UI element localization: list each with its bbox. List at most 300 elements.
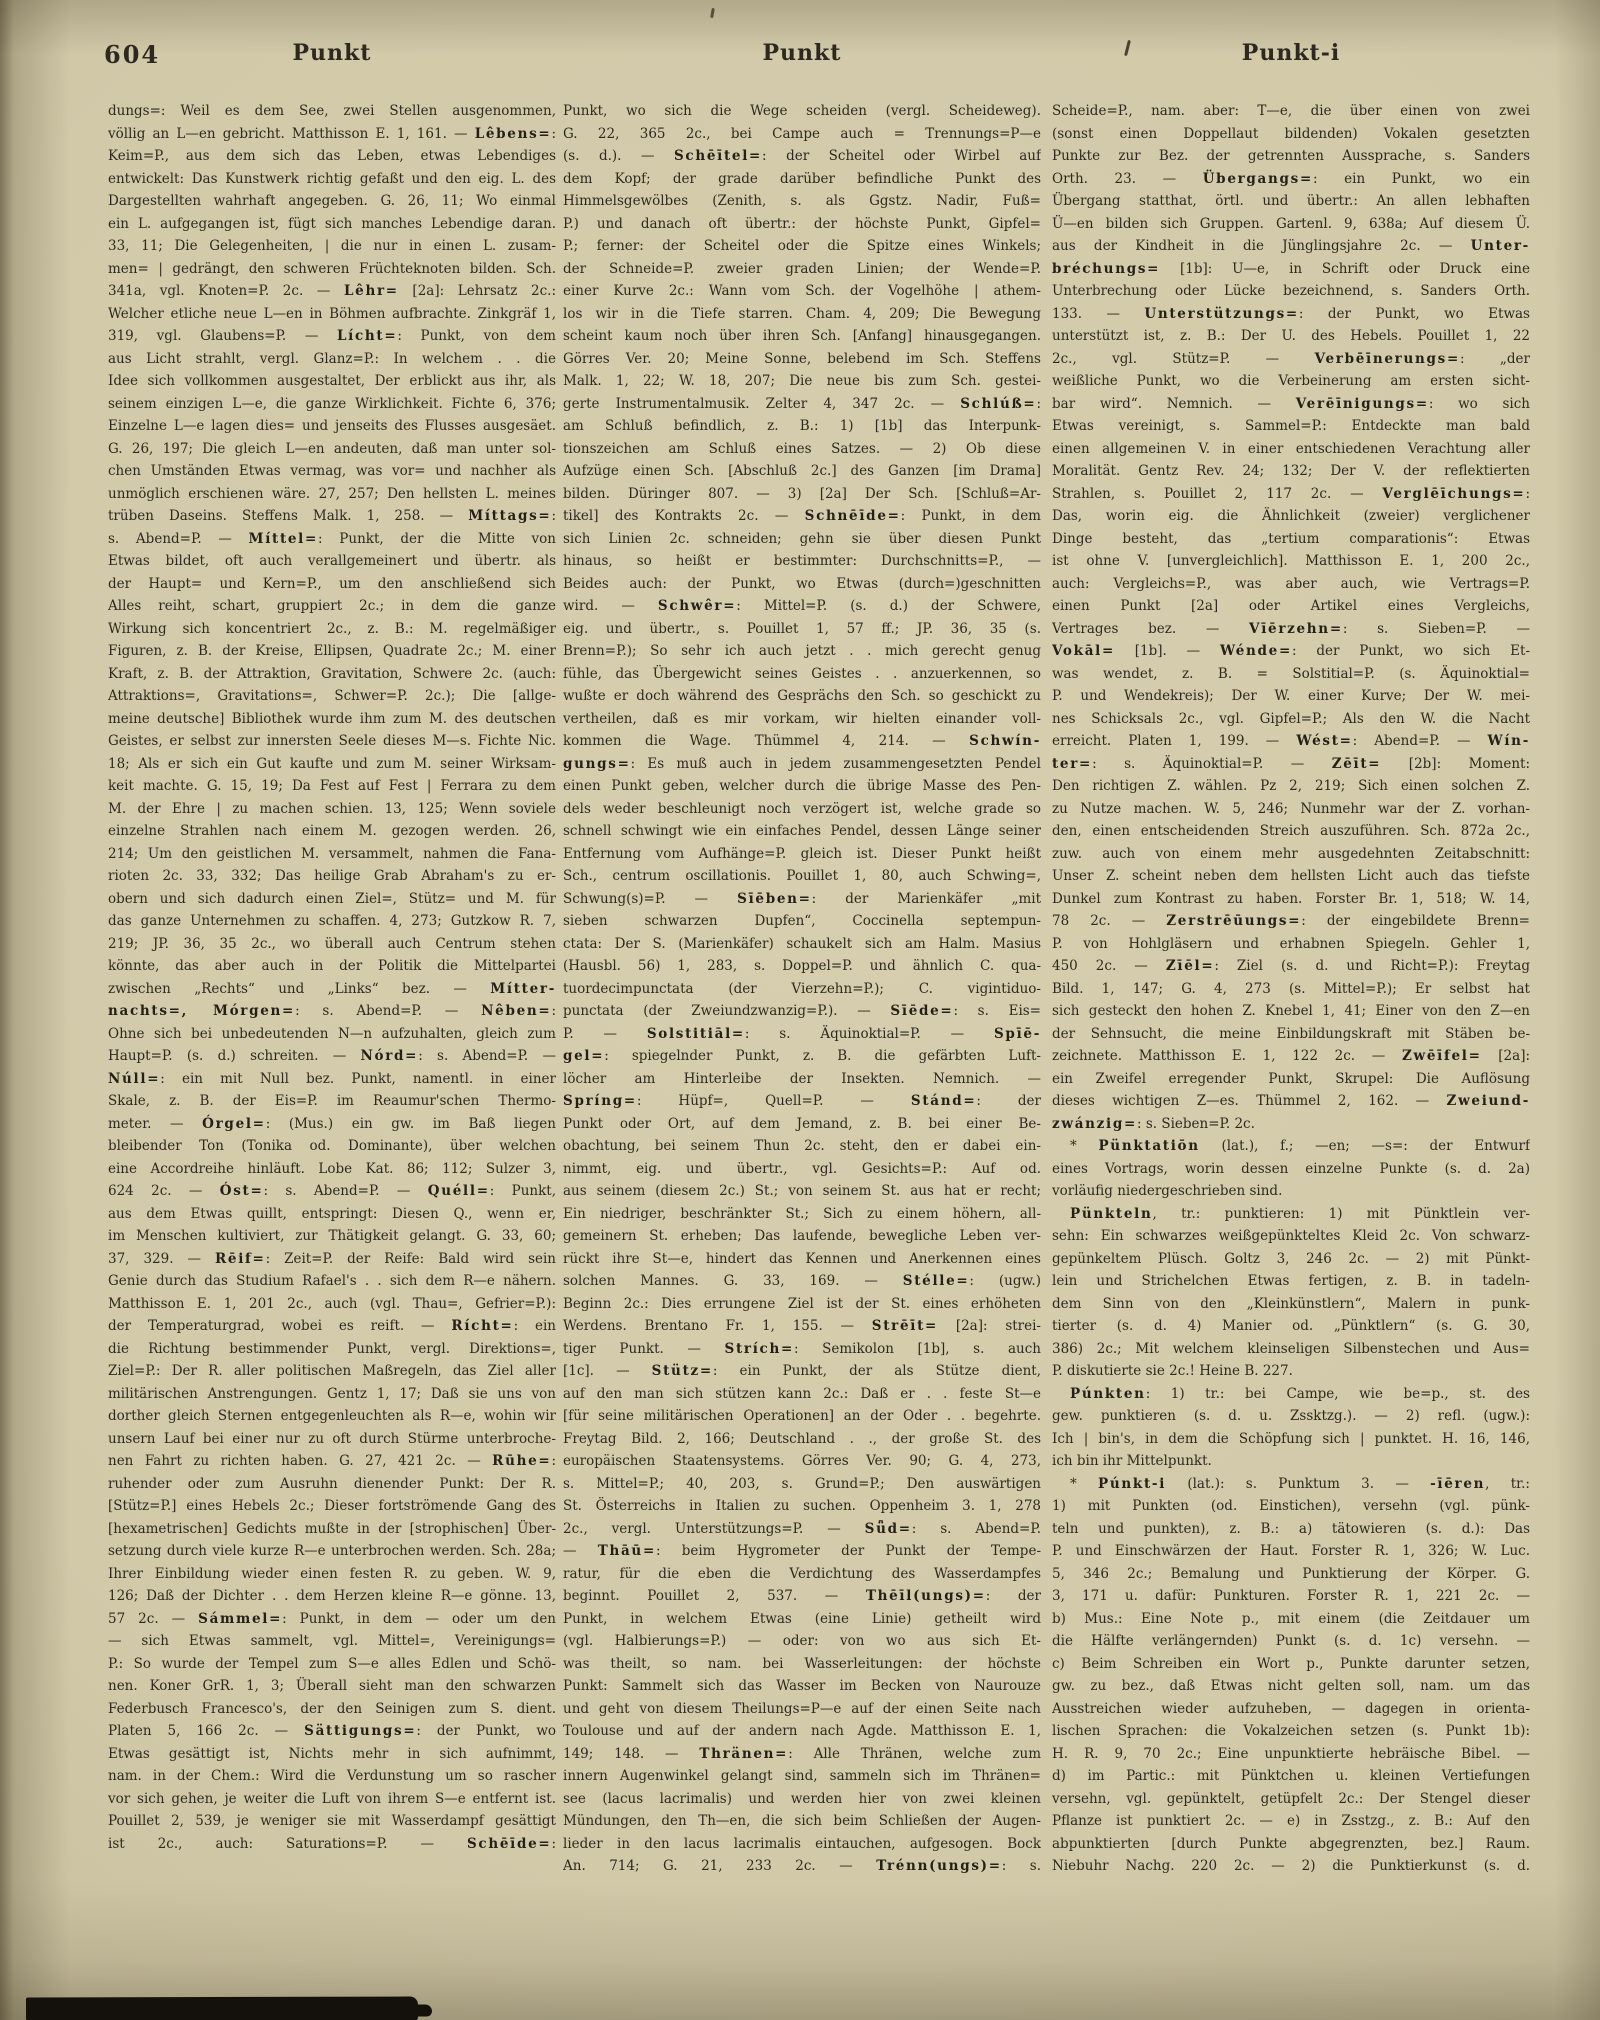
text-line: s. Mittel=P.; 40, 203, s. Grund=P.; Den auswärtigen: [563, 1475, 1041, 1492]
text-line: Haupt=P. (s. d.) schreiten. — Nórd=: s. Abend=P. —: [108, 1048, 556, 1064]
headword-emphasis: Óst=: [219, 1183, 264, 1199]
text-line: rückt ihre St—e, hindert das Kennen und Anerkennen eines: [563, 1250, 1041, 1267]
headword-emphasis: Pünkteln: [1070, 1205, 1153, 1222]
text-line: 450 2c. — Zīēl=: Ziel (s. d. und Richt=P.): Freytag: [1052, 958, 1530, 974]
headword-emphasis: Solstitiāl=: [646, 1025, 745, 1042]
text-line: * Pünktatiōn (lat.), f.; —en; —s=: der Entwurf: [1070, 1138, 1530, 1154]
text-line: 37, 329. — Rēif=: Zeit=P. der Reife: Bald wird sein: [108, 1250, 556, 1267]
text-line: tiger Punkt. — Strích=: Semikolon [1b], s. auch: [563, 1340, 1041, 1357]
text-line: 2c., vergl. Unterstützungs=P. — Sǖd=: s. Abend=P.: [563, 1520, 1041, 1537]
text-line: Görres Ver. 20; Meine Sonne, belebend im Sch. Steffens: [563, 350, 1041, 367]
text-line: * Púnkt-i (lat.): s. Punktum 3. — -īēren, tr.:: [1070, 1475, 1530, 1492]
text-line: Núll=: ein mit Null bez. Punkt, namentl. in einer: [108, 1070, 556, 1087]
text-line: einen allgemeinen V. in einer entschiedenen Verachtung aller: [1052, 440, 1530, 457]
page-number: 604: [104, 40, 161, 69]
text-column-1: [108, 100, 556, 1855]
headword-emphasis: Lêbens=: [474, 125, 552, 142]
headword-emphasis: Sīēde=: [890, 1003, 954, 1019]
text-line: innern Augenwinkel gelangt sind, sammeln sich im Thränen=: [563, 1768, 1041, 1784]
text-line: Den richtigen Z. wählen. Pz 2, 219; Sich einen solchen Z.: [1052, 778, 1530, 794]
text-line: tuordecimpunctata (der Vierzehn=P.); C. vigintiduo-: [563, 980, 1041, 997]
text-line: bilden. Düringer 807. — 3) [2a] Der Sch. [Schluß=Ar-: [563, 485, 1041, 502]
text-line: Federbusch Francesco's, der den Seinigen zum S. dient.: [108, 1700, 556, 1717]
text-line: St. Österreichs in Italien zu suchen. Oppenheim 3. 1, 278: [563, 1498, 1041, 1514]
text-line: ein L. aufgegangen ist, fügt sich manches Lebendige daran.: [108, 215, 556, 232]
text-line: unmöglich erschienen wäre. 27, 257; Den hellsten L. meines: [108, 485, 556, 502]
headword-emphasis: Órgel=: [202, 1115, 266, 1132]
text-line: Ihrer Einbildung wieder einen festen R. zu geben. W. 9,: [108, 1565, 556, 1582]
text-line: M. der Ehre | zu machen schien. 13, 125; Wenn soviele: [108, 800, 556, 817]
headword-emphasis: Schlúß=: [960, 395, 1037, 412]
headword-emphasis: Strích=: [724, 1340, 794, 1357]
headword-emphasis: Quéll=: [427, 1183, 490, 1199]
text-line: Ü—en bilden sich Gruppen. Gartenl. 9, 638a; Auf diesem Ü.: [1052, 215, 1530, 232]
text-line: aus Licht strahlt, vergl. Glanz=P.: In welchem . . die: [108, 350, 556, 367]
text-line: dem Sinn von den „Kleinkünstlern“, Malern in punk-: [1052, 1295, 1530, 1312]
text-line: Orth. 23. — Übergangs=: ein Punkt, wo ein: [1052, 170, 1530, 187]
text-line: eig. und übertr., s. Pouillet 1, 57 ff.; JP. 36, 35 (s.: [563, 620, 1041, 637]
text-line: 214; Um den geistlichen M. versammelt, nahmen die Fana-: [108, 845, 556, 862]
text-line: zu Nutze machen. W. 5, 246; Nunmehr war der Z. vorhan-: [1052, 800, 1530, 817]
text-line: bréchungs= [1b]: U—e, in Schrift oder Druck eine: [1052, 260, 1530, 277]
text-line: 219; JP. 36, 35 2c., wo überall auch Centrum stehen: [108, 935, 556, 952]
text-line: punctata (der Zweiundzwanzig=P.). — Sīēde=: s. Eis=: [563, 1003, 1041, 1019]
text-line: Ausstreichen wieder aufzuheben, — dagegen in orienta-: [1052, 1700, 1530, 1717]
headword-emphasis: ter=: [1052, 755, 1093, 772]
text-line: am Schluß befindlich, z. B.: 1) [1b] das Interpunk-: [563, 418, 1041, 434]
text-line: 2c., vgl. Stütz=P. — Verbēīnerungs=: „der: [1052, 350, 1530, 367]
text-line: der Sehnsucht, die meine Einbildungskraft mit Stäben be-: [1052, 1025, 1530, 1042]
text-line: weißliche Punkt, wo die Verbeinerung am ersten sicht-: [1052, 373, 1530, 389]
text-line: H. R. 9, 70 2c.; Eine unpunktierte hebräische Bibel. —: [1052, 1745, 1530, 1762]
text-line: (s. d.). — Schēītel=: der Scheitel oder Wirbel auf: [563, 148, 1041, 164]
headword-emphasis: Stélle=: [902, 1273, 970, 1289]
headword-emphasis: Sǖd=: [864, 1520, 912, 1537]
text-line: gw. zu bez., daß Etwas nicht gelten soll, nam. um das: [1052, 1678, 1530, 1694]
headword-emphasis: Pünktatiōn: [1098, 1138, 1200, 1154]
text-line: gemeinern St. erheben; Das laufende, bewegliche Leben ver-: [563, 1228, 1041, 1244]
text-line: im Menschen kultiviert, zur Thätigkeit gelangt. G. 33, 60;: [108, 1228, 556, 1244]
text-line: Pouillet 2, 539, je weniger sie mit Wasserdampf gesättigt: [108, 1813, 556, 1829]
text-line: die Richtung bestimmender Punkt, vergl. Direktions=,: [108, 1340, 556, 1357]
scan-artifact: [26, 1996, 418, 2020]
text-line: teln und punkten), z. B.: a) tätowieren (s. d.): Das: [1052, 1520, 1530, 1537]
text-line: Freytag Bild. 2, 166; Deutschland . ., der große St. des: [563, 1430, 1041, 1447]
text-line: der Haupt= und Kern=P., um den anschließend sich: [108, 575, 556, 592]
text-line: wußte er doch während des Gesprächs den Sch. so geschickt zu: [563, 688, 1041, 704]
headword-emphasis: Sīēben=: [737, 890, 812, 907]
text-line: Beginn 2c.: Dies errungene Ziel ist der St. eines erhöheten: [563, 1295, 1041, 1312]
headword-emphasis: Wénde=: [1219, 643, 1292, 659]
text-line: Attraktions=, Gravitations=, Schwer=P. 2c.); Die [allge-: [108, 688, 556, 704]
text-line: lein und Strichelchen Etwas fertigen, z. B. in tadeln-: [1052, 1273, 1530, 1289]
text-line: Einzelne L—e lagen dies= und jenseits des Flusses ausgesäet.: [108, 418, 556, 434]
headword-emphasis: Vīērzehn=: [1249, 620, 1343, 637]
headword-emphasis: Verēīnigungs=: [1295, 395, 1429, 412]
text-line: gungs=: Es muß auch in jedem zusammengesetzten Pendel: [563, 755, 1041, 772]
text-line: trüben Daseins. Steffens Malk. 1, 258. — Míttags=:: [108, 508, 556, 524]
text-line: ruhender oder zum Ausruhn dienender Punkt: Der R.: [108, 1475, 556, 1492]
text-line: 319, vgl. Glaubens=P. — Lícht=: Punkt, von dem: [108, 328, 556, 344]
headword-emphasis: Púnkten: [1070, 1385, 1146, 1402]
text-line: nes Schicksals 2c., vgl. Gipfel=P.; Als den W. die Nacht: [1052, 710, 1530, 727]
text-line: Sch., centrum oscillationis. Pouillet 1, 80, auch Schwing=,: [563, 868, 1041, 884]
text-line: dungs=: Weil es dem See, zwei Stellen ausgenommen,: [108, 103, 556, 119]
text-line: gepünkeltem Plüsch. Goltz 3, 246 2c. — 2) mit Pünkt-: [1052, 1250, 1530, 1267]
text-line: sehn: Ein schwarzes weißgepünkteltes Kleid 2c. Von schwarz-: [1052, 1228, 1530, 1244]
scan-speck: [710, 8, 715, 18]
text-line: 624 2c. — Óst=: s. Abend=P. — Quéll=: Punkt,: [108, 1183, 556, 1199]
text-line: Vertrages bez. — Vīērzehn=: s. Sieben=P. —: [1052, 620, 1530, 637]
text-line: Werdens. Brentano Fr. 1, 155. — Strēīt= [2a]: strei-: [563, 1318, 1041, 1334]
text-line: vorläufig niedergeschrieben sind.: [1052, 1183, 1283, 1199]
text-line: unterstützt ist, z. B.: Der U. des Hebels. Pouillet 1, 22: [1052, 328, 1530, 344]
headword-emphasis: Nórd=: [360, 1048, 419, 1064]
text-line: aus dem Etwas quillt, entspringt: Diesen Q., wenn er,: [108, 1205, 556, 1222]
text-line: eines Vortrags, worin dessen einzelne Punkte (s. d. 2a): [1052, 1160, 1530, 1177]
text-line: Moralität. Gentz Rev. 24; 132; Der V. der reflektierten: [1052, 463, 1530, 479]
headword-emphasis: bréchungs=: [1052, 260, 1161, 277]
text-line: Unser Z. scheint neben dem hellsten Licht auch das tiefste: [1052, 868, 1530, 884]
text-line: [1c]. — Stütz=: ein Punkt, der als Stütze dient,: [563, 1363, 1041, 1379]
text-line: 386) 2c.; Mit welchem kleinseligen Silbenstechen und Aus=: [1052, 1340, 1530, 1357]
text-line: Wirkung sich koncentriert 2c., z. B.: M. regelmäßiger: [108, 620, 556, 637]
text-line: Figuren, z. B. der Kreise, Ellipsen, Quadrate 2c.; M. einer: [108, 643, 556, 659]
text-line: Übergang statthat, örtl. und übertr.: An allen lebhaften: [1052, 193, 1530, 209]
text-line: entwickelt: Das Kunstwerk richtig gefaßt und den eig. L. des: [108, 170, 556, 187]
text-line: lieder in den lacus lacrimalis eintauchen, aufgesogen. Bock: [563, 1835, 1041, 1852]
text-line: wird. — Schwêr=: Mittel=P. (s. d.) der Schwere,: [563, 598, 1041, 614]
text-line: einzelne Strahlen nach einem M. gezogen werden. 26,: [108, 823, 556, 839]
text-line: Entfernung vom Aufhänge=P. gleich ist. Dieser Punkt heißt: [563, 845, 1041, 862]
headword-emphasis: Schnēīde=: [804, 508, 901, 524]
headword-emphasis: -īēren: [1430, 1475, 1486, 1492]
headword-emphasis: Lícht=: [336, 328, 398, 344]
text-line: dorther gleich Sternen entgegenleuchten als R—e, wohin wir: [108, 1408, 556, 1424]
text-line: vertheilen, daß es mir vorkam, wir hielten einander voll-: [563, 710, 1041, 727]
text-line: sich Linien 2c. schneiden; gehn sie über diesen Punkt: [563, 530, 1041, 547]
running-head-column-2: Punkt: [762, 40, 842, 66]
text-line: völlig an L—en gebricht. Matthisson E. 1, 161. — Lêbens=:: [108, 125, 556, 142]
text-line: die Hälfte verlängernden) Punkt (s. d. 1c) versehn. —: [1052, 1633, 1530, 1649]
running-head-column-3: Punkt-i: [1241, 40, 1341, 66]
text-line: Punkt oder Ort, auf dem Jemand, z. B. bei einer Be-: [563, 1115, 1041, 1132]
text-line: der Schneide=P. zweier graden Linien; der Wende=P.: [563, 260, 1041, 277]
text-line: s. Abend=P. — Míttel=: Punkt, der die Mitte von: [108, 530, 556, 547]
text-column-2: [563, 100, 1041, 1878]
text-line: löcher am Hinterleibe der Insekten. Nemnich. —: [563, 1070, 1041, 1087]
text-line: keit machte. G. 15, 19; Da Fest auf Fest | Ferrara zu dem: [108, 778, 556, 794]
text-line: dieses wichtigen Z—es. Thümmel 2, 162. — Zweiund-: [1052, 1093, 1530, 1109]
text-line: Dunkel zum Kontrast zu haben. Forster Br. 1, 518; W. 14,: [1052, 890, 1530, 907]
text-line: was theilt, so nam. bei Wasserleitungen: der höchste: [563, 1655, 1041, 1672]
text-line: Dargestellten wahrhaft angegeben. G. 26, 11; Wo einmal: [108, 193, 556, 209]
text-line: d) im Partic.: mit Pünktchen u. kleinen Vertiefungen: [1052, 1768, 1530, 1784]
text-line: Ich | bin's, in dem die Schöpfung sich | punktet. H. 16, 146,: [1052, 1430, 1530, 1447]
text-line: — sich Etwas sammelt, vgl. Mittel=, Vereinigungs=: [108, 1633, 556, 1649]
text-line: Pflanze ist punktiert 2c. — e) in Zsstzg., z. B.: Auf den: [1052, 1813, 1530, 1829]
text-line: [Stütz=P.] eines Hebels 2c.; Dieser fortströmende Gang des: [108, 1498, 556, 1514]
text-line: ctata: Der S. (Marienkäfer) schaukelt sich am Halm. Masius: [563, 935, 1041, 952]
text-line: 78 2c. — Zerstrēūungs=: der eingebildete Brenn=: [1052, 913, 1530, 929]
text-line: ich bin ihr Mittelpunkt.: [1052, 1453, 1212, 1469]
text-line: Beides auch: der Punkt, wo Etwas (durch=)geschnitten: [563, 575, 1041, 592]
headword-emphasis: Sättigungs=: [304, 1723, 417, 1739]
text-line: Niebuhr Nachg. 220 2c. — 2) die Punktierkunst (s. d.: [1052, 1858, 1530, 1874]
text-line: ist 2c., auch: Saturations=P. — Schēīde=:: [108, 1835, 556, 1852]
headword-emphasis: Thēīl(ungs)=: [865, 1588, 986, 1604]
text-line: P.: So wurde der Tempel zum S—e alles Edlen und Schö-: [108, 1655, 556, 1672]
text-line: seinem einzigen L—e, die ganze Wirklichkeit. Fichte 6, 376;: [108, 395, 556, 412]
text-column-3: [1052, 100, 1530, 1878]
text-line: 149; 148. — Thränen=: Alle Thränen, welche zum: [563, 1745, 1041, 1762]
text-line: beginnt. Pouillet 2, 537. — Thēīl(ungs)=: der: [563, 1588, 1041, 1604]
text-line: Punkt, wo sich die Wege scheiden (vergl. Scheideweg).: [563, 103, 1041, 119]
headword-emphasis: Mítter-: [490, 980, 556, 997]
headword-emphasis: Míttel=: [248, 530, 319, 547]
text-line: gerte Instrumentalmusik. Zelter 4, 347 2c. — Schlúß=:: [563, 395, 1041, 412]
text-line: Schwung(s)=P. — Sīēben=: der Marienkäfer „mit: [563, 890, 1041, 907]
text-line: — Thāū=: beim Hygrometer der Punkt der Tempe-: [563, 1543, 1041, 1559]
text-line: nen. Koner GrR. 1, 3; Überall sieht man den schwarzen: [108, 1678, 556, 1694]
text-line: Ohne sich bei unbedeutenden N—n aufzuhalten, gleich zum: [108, 1025, 556, 1042]
text-line: 33, 11; Die Gelegenheiten, | die nur in einen L. zusam-: [108, 238, 556, 254]
text-line: 57 2c. — Sámmel=: Punkt, in dem — oder um den: [108, 1610, 556, 1627]
headword-emphasis: Schēītel=: [673, 148, 763, 164]
text-line: Mündungen, den Th—en, die sich beim Schließen der Augen-: [563, 1813, 1041, 1829]
text-line: meine deutsche] Bibliothek wurde ihm zum M. des deutschen: [108, 710, 556, 727]
text-line: Platen 5, 166 2c. — Sättigungs=: der Punkt, wo: [108, 1723, 556, 1739]
text-line: 5, 346 2c.; Bemalung und Punktierung der Körper. G.: [1052, 1565, 1530, 1582]
headword-emphasis: Rūhe=: [492, 1453, 552, 1469]
text-line: G. 22, 365 2c., bei Campe auch = Trennungs=P—e: [563, 125, 1041, 142]
text-line: und geht von diesem Theilungs=P—e auf der einen Seite nach: [563, 1700, 1041, 1717]
text-line: Geistes, er selbst zur innersten Seele dieses M—s. Fichte Nic.: [108, 733, 556, 749]
headword-emphasis: Stánd=: [910, 1093, 977, 1109]
text-line: auf den man sich stützen kann 2c.: Daß er . . feste St—e: [563, 1385, 1041, 1402]
text-line: P. und Einschwärzen der Haut. Forster R. 1, 326; W. Luc.: [1052, 1543, 1530, 1559]
text-line: 133. — Unterstützungs=: der Punkt, wo Etwas: [1052, 305, 1530, 322]
headword-emphasis: Stütz=: [651, 1363, 713, 1379]
text-line: chen Umständen Etwas vermag, was vor= und nachher als: [108, 463, 556, 479]
text-line: P. von Hohlgläsern und erhabnen Spiegeln. Gehler 1,: [1052, 935, 1530, 952]
text-line: auch: Vergleichs=P., was aber auch, wie Vertrags=P.: [1052, 575, 1530, 592]
text-line: zeichnete. Matthisson E. 1, 122 2c. — Zwēīfel= [2a]:: [1052, 1048, 1530, 1064]
text-line: Etwas gesättigt ist, Nichts mehr in sich aufnimmt,: [108, 1745, 556, 1762]
headword-emphasis: Sámmel=: [198, 1610, 283, 1627]
text-line: Toulouse und auf der andern nach Agde. Matthisson E. 1,: [563, 1723, 1041, 1739]
text-line: (vgl. Halbierungs=P.) — oder: von wo aus sich Et-: [563, 1633, 1041, 1649]
text-line: aus der Kindheit in die Jünglingsjahre 2c. — Unter-: [1052, 238, 1530, 254]
text-line: hinaus, so heißt er bestimmter: Durchschnitts=P., —: [563, 553, 1041, 569]
headword-emphasis: Zweiund-: [1446, 1093, 1530, 1109]
text-line: sieben schwarzen Dupfen“, Coccinella septempun-: [563, 913, 1041, 929]
text-line: tikel] des Kontrakts 2c. — Schnēīde=: Punkt, in dem: [563, 508, 1041, 524]
text-line: Dinge besteht, das „tertium comparationis“: Etwas: [1052, 530, 1530, 547]
text-line: Welcher etliche neue L—en in Böhmen aufbrachte. Zinkgräf 1,: [108, 305, 556, 322]
text-line: Aufzüge einen Sch. [Abschluß 2c.] des Ganzen [im Drama]: [563, 463, 1041, 479]
headword-emphasis: Verglēīchungs=: [1382, 485, 1526, 502]
headword-emphasis: zwánzig=: [1052, 1115, 1137, 1132]
headword-emphasis: Zēīt=: [1331, 755, 1382, 772]
text-line: Vokāl= [1b]. — Wénde=: der Punkt, wo sich Et-: [1052, 643, 1530, 659]
headword-emphasis: Lêhr=: [343, 283, 399, 299]
headword-emphasis: Spríng=: [563, 1093, 637, 1109]
text-line: Bild. 1, 147; G. 4, 273 (s. Mittel=P.); Er selbst hat: [1052, 980, 1530, 997]
text-line: Etwas vereinigt, s. Sammel=P.: Entdeckte man bald: [1052, 418, 1530, 434]
text-line: [für seine militärischen Operationen] an der Oder . . begehrte.: [563, 1408, 1041, 1424]
headword-emphasis: Wín-: [1487, 733, 1530, 749]
text-line: P.; ferner: der Scheitel oder die Spitze eines Winkels;: [563, 238, 1041, 254]
text-line: das ganze Unternehmen zu schaffen. 4, 273; Gutzkow R. 7,: [108, 913, 556, 929]
text-line: ratur, für die eben die Verdichtung des Wasserdampfes: [563, 1565, 1041, 1582]
text-line: Himmelsgewölbes (Zenith, s. als Ggstz. Nadir, Fuß=: [563, 193, 1041, 209]
headword-emphasis: Unterstützungs=: [1144, 305, 1299, 322]
text-line: ein Zweifel erregender Punkt, Skrupel: Die Auflösung: [1052, 1070, 1530, 1087]
text-line: scheint kaum noch über ihren Sch. [Anfang] hinausgegangen.: [563, 328, 1041, 344]
text-line: gew. punktieren (s. d. u. Zssktzg.). — 2) refl. (ugw.):: [1052, 1408, 1530, 1424]
headword-emphasis: Strēīt=: [871, 1318, 939, 1334]
headword-emphasis: Wést=: [1296, 733, 1353, 749]
text-line: Malk. 1, 22; W. 18, 207; Die neue bis zum Sch. gestei-: [563, 373, 1041, 389]
headword-emphasis: Nêben=: [481, 1003, 552, 1019]
text-line: lischen Sprachen: die Vokalzeichen setzen (s. Punkt 1b):: [1052, 1723, 1530, 1739]
text-line: tionszeichen am Schluß eines Satzes. — 2) Ob diese: [563, 440, 1041, 457]
headword-emphasis: Zerstrēūungs=: [1166, 913, 1302, 929]
headword-emphasis: gungs=: [563, 755, 631, 772]
text-line: P. diskutierte sie 2c.! Heine B. 227.: [1052, 1363, 1293, 1379]
text-line: Spríng=: Hüpf=, Quell=P. — Stánd=: der: [563, 1093, 1041, 1109]
text-line: G. 26, 197; Die gleich L—en andeuten, daß man unter sol-: [108, 440, 556, 457]
text-line: sich gesteckt den hohen Z. Knebel 1, 41; Einer von den Z—en: [1052, 1003, 1530, 1019]
text-line: Punkte zur Bez. der getrennten Aussprache, s. Sanders: [1052, 148, 1530, 164]
text-line: tierter (s. d. 4) Manier od. „Pünktlern“ (s. G. 30,: [1052, 1318, 1530, 1334]
headword-emphasis: Schēīde=: [466, 1835, 552, 1852]
headword-emphasis: Rícht=: [451, 1318, 514, 1334]
text-line: aus seinem (diesem 2c.) St.; von seinem St. aus hat er recht;: [563, 1183, 1041, 1199]
text-line: c) Beim Schreiben ein Wort p., Punkte darunter setzen,: [1052, 1655, 1530, 1672]
text-line: Punkt: Sammelt sich das Wasser im Becken von Naurouze: [563, 1678, 1041, 1694]
text-line: Das, worin eig. die Ähnlichkeit (zweier) verglichener: [1052, 508, 1530, 524]
text-line: abpunktierten [durch Punkte abgegrenzten, bez.] Raum.: [1052, 1835, 1530, 1852]
text-line: 126; Daß der Dichter . . dem Herzen kleine R—e gönne. 13,: [108, 1588, 556, 1604]
headword-emphasis: nachts=, Mórgen=: [108, 1003, 296, 1019]
text-line: was wendet, z. B. = Solstitial=P. (s. Äquinoktial=: [1052, 665, 1530, 682]
text-line: Skale, z. B. der Eis=P. im Reaumur'schen Thermo-: [108, 1093, 556, 1109]
text-line: bar wird“. Nemnich. — Verēīnigungs=: wo sich: [1052, 395, 1530, 412]
text-line: Punkt, in welchem Etwas (eine Linie) getheilt wird: [563, 1610, 1041, 1627]
headword-emphasis: Zwēīfel=: [1401, 1048, 1482, 1064]
text-line: dels weder beschleunigt noch verzögert ist, welche grade so: [563, 800, 1041, 817]
text-line: ter=: s. Äquinoktial=P. — Zēīt= [2b]: Moment:: [1052, 755, 1530, 772]
text-line: versehn, vgl. gepünktelt, getüpfelt 2c.: Der Stengel dieser: [1052, 1790, 1530, 1807]
text-line: 341a, vgl. Knoten=P. 2c. — Lêhr= [2a]: Lehrsatz 2c.:: [108, 283, 556, 299]
text-line: los wir in die Tiefe starren. Cham. 4, 209; Die Bewegung: [563, 305, 1041, 322]
text-line: (sonst einen Doppellaut bildenden) Vokalen gesetzten: [1052, 125, 1530, 142]
headword-emphasis: Zīēl=: [1165, 958, 1215, 974]
text-line: könnte, das aber auch in der Politik die Mittelpartei: [108, 958, 556, 974]
headword-emphasis: gel=: [563, 1048, 605, 1064]
text-line: see (lacus lacrimalis) und werden hier von zwei kleinen: [563, 1790, 1041, 1807]
text-line: nen Fahrt zu richten haben. G. 27, 421 2c. — Rūhe=:: [108, 1453, 556, 1469]
text-line: zwánzig=: s. Sieben=P. 2c.: [1052, 1115, 1255, 1132]
headword-emphasis: Púnkt-i: [1098, 1475, 1167, 1492]
text-line: nimmt, eig. und übertr., vgl. Gesichts=P.: Auf od.: [563, 1160, 1041, 1177]
text-line: ist ohne V. [unvergleichlich]. Matthisson E. 1, 200 2c.,: [1052, 553, 1530, 569]
running-head-column-1: Punkt: [292, 40, 372, 66]
text-line: Púnkten: 1) tr.: bei Campe, wie be=p., st. des: [1070, 1385, 1530, 1402]
text-line: gel=: spiegelnder Punkt, z. B. die gefärbten Luft-: [563, 1048, 1041, 1064]
text-line: P. — Solstitiāl=: s. Äquinoktial=P. — Spīē-: [563, 1025, 1041, 1042]
text-line: Strahlen, s. Pouillet 2, 117 2c. — Verglēīchungs=:: [1052, 485, 1530, 502]
text-line: dem Kopf; der grade darüber befindliche Punkt des: [563, 170, 1041, 187]
text-line: erreicht. Platen 1, 199. — Wést=: Abend=P. — Wín-: [1052, 733, 1530, 749]
text-line: obachtung, bei seinem Thun 2c. steht, den er dabei ein-: [563, 1138, 1041, 1154]
text-line: b) Mus.: Eine Note p., mit einem (die Zeitdauer um: [1052, 1610, 1530, 1627]
text-line: 1) mit Punkten (od. Einstichen), versehn (vgl. pünk-: [1052, 1498, 1530, 1514]
text-line: Keim=P., aus dem sich das Leben, etwas Lebendiges: [108, 148, 556, 164]
text-line: kommen die Wage. Thümmel 4, 214. — Schwín-: [563, 733, 1041, 749]
headword-emphasis: Verbēīnerungs=: [1314, 350, 1460, 367]
headword-emphasis: Thränen=: [699, 1745, 789, 1762]
text-line: Etwas bildet, oft auch verallgemeinert und übertr. als: [108, 553, 556, 569]
text-line: einen Punkt geben, welcher durch die übrige Masse des Pen-: [563, 778, 1041, 794]
text-line: Matthisson E. 1, 201 2c., auch (vgl. Thau=, Gefrier=P.):: [108, 1295, 556, 1312]
headword-emphasis: Trénn(ungs)=: [876, 1858, 1002, 1874]
text-line: (Hausbl. 56) 1, 283, s. Doppel=P. und ähnlich C. qua-: [563, 958, 1041, 974]
text-line: P. und Wendekreis); Der W. einer Kurve; Der W. mei-: [1052, 688, 1530, 704]
text-line: vor sich gehen, je weiter die Luft von ihrem S—e entfernt ist.: [108, 1790, 556, 1807]
headword-emphasis: Übergangs=: [1202, 170, 1313, 187]
headword-emphasis: Vokāl=: [1052, 643, 1115, 659]
text-line: nachts=, Mórgen=: s. Abend=P. — Nêben=:: [108, 1003, 556, 1019]
text-line: Alles reiht, schart, gruppiert 2c.; in dem die ganze: [108, 598, 556, 614]
text-line: einer Kurve 2c.: Wann vom Sch. der Vogelhöhe | athem-: [563, 283, 1041, 299]
text-line: zwischen „Rechts“ und „Links“ bez. — Mítter-: [108, 980, 556, 997]
text-line: fühle, das Übergewicht seines Geistes . . anzuerkennen, so: [563, 665, 1041, 682]
headword-emphasis: Thāū=: [597, 1543, 656, 1559]
text-line: militärischen Anstrengungen. Gentz 1, 17; Daß sie uns von: [108, 1385, 556, 1402]
text-line: europäischen Staatensystems. Görres Ver. 90; G. 4, 273,: [563, 1453, 1041, 1469]
headword-emphasis: Núll=: [108, 1070, 161, 1087]
text-line: [hexametrischen] Gedichts mußte in der [strophischen] Über-: [108, 1520, 556, 1537]
headword-emphasis: Spīē-: [993, 1025, 1041, 1042]
headword-emphasis: Schwêr=: [657, 598, 737, 614]
text-line: nam. in der Chem.: Wird die Verdunstung um so rascher: [108, 1768, 556, 1784]
text-line: 18; Als er sich ein Gut kaufte und zum M. seiner Wirksam-: [108, 755, 556, 772]
text-line: eine Accordreihe hinläuft. Lobe Kat. 86; 112; Sulzer 3,: [108, 1160, 556, 1177]
text-line: Idee sich vollkommen ausgestaltet, Der erblickt aus ihr, als: [108, 373, 556, 389]
text-line: einen Punkt [2a] oder Artikel eines Vergleichs,: [1052, 598, 1530, 614]
text-line: meter. — Órgel=: (Mus.) ein gw. im Baß liegen: [108, 1115, 556, 1132]
text-line: Genie durch das Studium Rafael's . . sich dem R—e nähern.: [108, 1273, 556, 1289]
text-line: Unterbrechung oder Lücke bezeichnend, s. Sanders Orth.: [1052, 283, 1530, 299]
text-line: P.) und danach oft übertr.: der höchste Punkt, Gipfel=: [563, 215, 1041, 232]
headword-emphasis: Unter-: [1470, 238, 1530, 254]
text-line: Brenn=P.); So sehr ich auch jetzt . . mich gerecht genug: [563, 643, 1041, 659]
text-line: rioten 2c. 33, 332; Das heilige Grab Abraham's zu er-: [108, 868, 556, 884]
text-line: obern und sich dadurch einen Ziel=, Stütz= und M. für: [108, 890, 556, 907]
text-line: unsern Lauf bei einer nur zu oft durch Stürme unterbroche-: [108, 1430, 556, 1447]
text-line: setzung durch viele kurze R—e unterbrochen werden. Sch. 28a;: [108, 1543, 556, 1559]
headword-emphasis: Schwín-: [969, 733, 1041, 749]
text-line: Ein niedriger, beschränkter St.; Sich zu einem höhern, all-: [563, 1205, 1041, 1222]
text-line: Scheide=P., nam. aber: T—e, die über einen von zwei: [1052, 103, 1530, 119]
text-line: solchen Mannes. G. 33, 169. — Stélle=: (ugw.): [563, 1273, 1041, 1289]
headword-emphasis: Míttags=: [468, 508, 552, 524]
text-line: Pünkteln, tr.: punktieren: 1) mit Pünktlein ver-: [1070, 1205, 1530, 1222]
text-line: An. 714; G. 21, 233 2c. — Trénn(ungs)=: s.: [563, 1858, 1041, 1874]
